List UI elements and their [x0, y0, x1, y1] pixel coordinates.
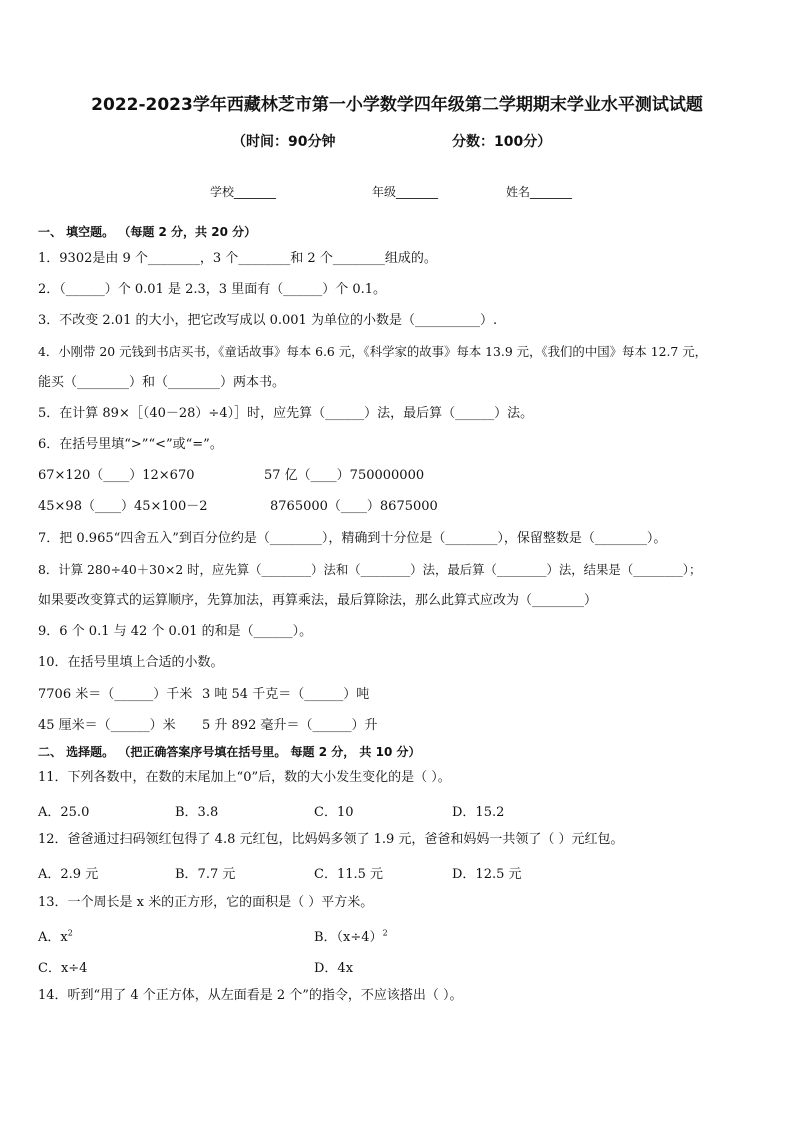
q11-option-a: A．25.0	[38, 805, 90, 820]
question-6: 6．在括号里填“>”“<”或“=”。	[38, 437, 223, 452]
question-10-item: 7706 米＝（______）千米	[38, 687, 193, 702]
question-14: 14．听到“用了 4 个正方体，从左面看是 2 个”的指令，不应该搭出（ ）。	[38, 988, 463, 1003]
exam-time: （时间：90分钟	[232, 134, 336, 150]
question-11: 11．下列各数中，在数的末尾加上“0”后，数的大小发生变化的是（ ）。	[38, 770, 451, 785]
question-4-continued: 能买（________）和（________）两本书。	[38, 375, 286, 390]
q13-option-b	[314, 926, 388, 945]
question-10-item: 5 升 892 毫升＝（______）升	[202, 718, 378, 733]
q13-option-a-exponent: 2	[67, 928, 73, 938]
section-1-heading: 一、 填空题。 （每题 2 分，共 20 分）	[38, 225, 257, 239]
q12-option-c: C．11.5 元	[314, 867, 384, 882]
name-field: 姓名_______	[506, 185, 573, 199]
question-10-item: 45 厘米＝（______）米	[38, 718, 176, 733]
page-title: 2022-2023学年西藏林芝市第一小学数学四年级第二学期期末学业水平测试试题	[91, 95, 703, 115]
question-1: 1．9302是由 9 个________，3 个________和 2 个________组成的。	[38, 251, 437, 266]
q13-option-c: C．x÷4	[38, 961, 88, 976]
q11-option-b: B．3.8	[175, 805, 219, 820]
question-6-item: 8765000（____）8675000	[270, 499, 438, 514]
q13-option-a	[38, 926, 73, 945]
q12-option-b: B．7.7 元	[175, 867, 236, 882]
question-10: 10．在括号里填上合适的小数。	[38, 655, 224, 670]
question-9: 9．6 个 0.1 与 42 个 0.01 的和是（______）。	[38, 624, 313, 639]
question-6-item: 45×98（____）45×100－2	[38, 499, 208, 514]
question-8: 8．计算 280÷40＋30×2 时，应先算（________）法和（________）法，最后算（________）法，结果是（________）；	[38, 562, 702, 577]
school-field: 学校_______	[210, 185, 277, 199]
question-7: 7．把 0.965“四舍五入”到百分位约是（________），精确到十分位是（________），保留整数是（________）。	[38, 531, 667, 546]
question-4: 4．小刚带 20 元钱到书店买书，《童话故事》每本 6.6 元，《科学家的故事》每本 13.9 元，《我们的中国》每本 12.7 元，	[38, 344, 708, 359]
question-10-item: 3 吨 54 千克＝（______）吨	[202, 687, 370, 702]
question-3: 3．不改变 2.01 的大小，把它改写成以 0.001 为单位的小数是（__________）.	[38, 313, 498, 328]
question-5: 5．在计算 89×［（40－28）÷4）］时，应先算（______）法，最后算（______）法。	[38, 406, 534, 421]
grade-field: 年级_______	[372, 185, 439, 199]
q13-option-d: D．4x	[314, 961, 354, 976]
q13-option-b-exponent: 2	[382, 928, 388, 938]
question-13: 13．一个周长是 x 米的正方形，它的面积是（ ）平方米。	[38, 895, 374, 910]
question-6-item: 67×120（____）12×670	[38, 468, 195, 483]
q13-option-a-text: A．x	[38, 930, 68, 945]
exam-score: 分数：100分）	[452, 134, 552, 150]
q11-option-c: C．10	[314, 805, 354, 820]
question-2: 2．（______）个 0.01 是 2.3，3 里面有（______）个 0.1。	[38, 282, 386, 297]
question-12: 12．爸爸通过扫码领红包得了 4.8 元红包，比妈妈多领了 1.9 元，爸爸和妈妈一共领了（ ）元红包。	[38, 832, 624, 847]
q13-option-b-text: B．（x÷4）	[314, 930, 383, 945]
q12-option-d: D．12.5 元	[452, 867, 522, 882]
question-6-item: 57 亿（____）750000000	[264, 468, 425, 483]
question-8-continued: 如果要改变算式的运算顺序，先算加法，再算乘法，最后算除法，那么此算式应改为（________）	[38, 593, 598, 608]
q12-option-a: A．2.9 元	[38, 867, 99, 882]
q11-option-d: D．15.2	[452, 805, 505, 820]
section-2-heading: 二、 选择题。 （把正确答案序号填在括号里。 每题 2 分， 共 10 分）	[38, 745, 421, 759]
